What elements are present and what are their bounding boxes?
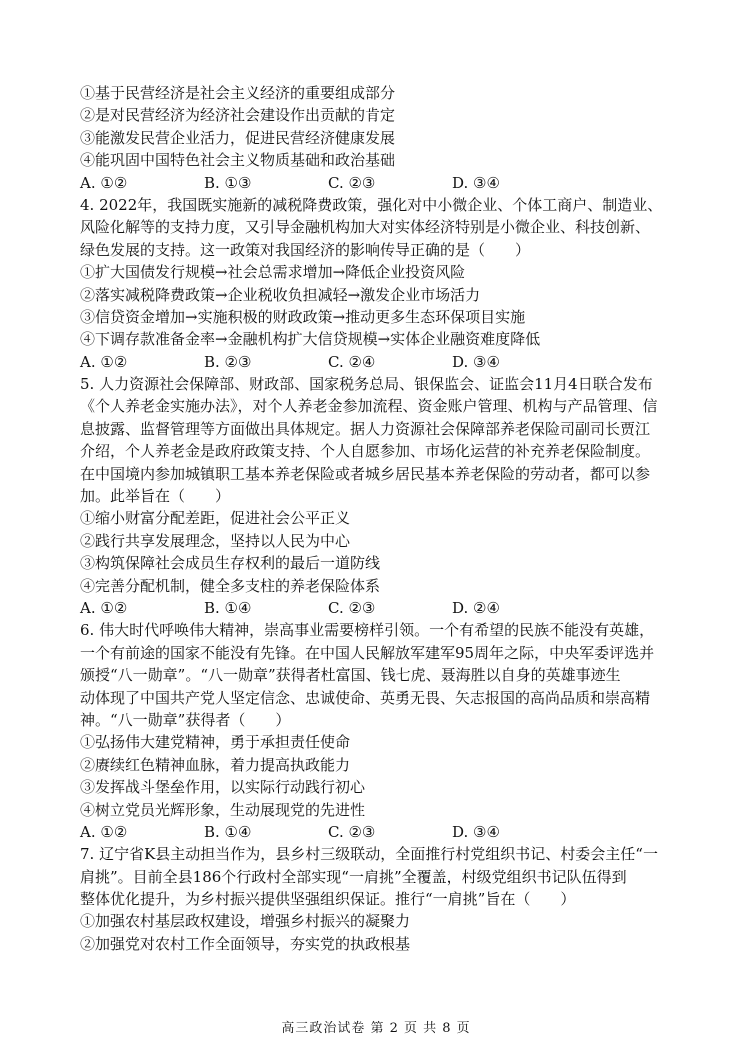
q4-statement-2: ②落实减税降费政策→企业税收负担减轻→激发企业市场活力	[80, 285, 481, 304]
q6-option-a: A. ①②	[80, 822, 128, 841]
q5-stem-line-2: 《个人养老金实施办法》，对个人养老金参加流程、资金账户管理、机构与产品管理、信	[80, 397, 658, 416]
q6-statement-3: ③发挥战斗堡垒作用，以实际行动践行初心	[80, 778, 366, 797]
q4-statements	[80, 261, 680, 351]
q4-statement-3: ③信贷资金增加→实施积极的财政政策→推动更多生态环保项目实施	[80, 307, 526, 326]
q4-stem-line-2: 风险化解等的支持力度，又引导金融机构加大对实体经济特别是小微企业、科技创新、	[80, 218, 651, 237]
q6-statement-2: ②赓续红色精神血脉，着力提高执政能力	[80, 755, 351, 774]
q3-statement-3: ③能激发民营企业活力，促进民营经济健康发展	[80, 128, 396, 147]
q5-stem-line-3: 息披露、监督管理等方面做出具体规定。据人力资源社会保障部养老保险司副司长贾江	[80, 419, 651, 438]
q6-option-b: B. ①④	[204, 822, 252, 841]
q6-stem-line-4: 动体现了中国共产党人坚定信念、忠诚使命、英勇无畏、矢志报国的高尚品质和崇高精	[80, 688, 651, 707]
q5-statement-3: ③构筑保障社会成员生存权利的最后一道防线	[80, 554, 381, 573]
q7-stem-line-3: 整体优化提升，为乡村振兴提供坚强组织保证。推行“一肩挑”旨在（ ）	[80, 890, 576, 909]
q5-stem-line-5: 在中国境内参加城镇职工基本养老保险或者城乡居民基本养老保险的劳动者，都可以参	[80, 464, 651, 483]
page-footer: 高三政治试卷 第 2 页 共 8 页	[281, 1021, 471, 1036]
q3-statements	[80, 82, 680, 172]
q4-option-b: B. ②③	[204, 352, 252, 371]
q5-option-b: B. ①④	[204, 598, 252, 617]
q4-option-a: A. ①②	[80, 352, 128, 371]
q4-option-d: D. ③④	[452, 352, 500, 371]
q3-option-c: C. ②③	[328, 173, 376, 192]
q6-statements	[80, 731, 680, 821]
q6-stem-line-5: 神。“八一勋章”获得者（ ）	[80, 710, 291, 729]
q5-statement-1: ①缩小财富分配差距，促进社会公平正义	[80, 509, 351, 528]
q5-option-d: D. ②④	[452, 598, 500, 617]
q5-stem-line-6: 加。此举旨在（ ）	[80, 487, 231, 506]
q7-statements	[80, 910, 680, 955]
q5-stem	[80, 373, 680, 507]
q4-stem-line-3: 绿色发展的支持。这一政策对我国经济的影响传导正确的是（ ）	[80, 240, 531, 259]
q7-stem-line-2: 肩挑”。目前全县186个行政村全部实现“一肩挑”全覆盖，村级党组织书记队伍得到	[80, 867, 627, 886]
q6-options	[80, 821, 680, 843]
q4-options	[80, 351, 680, 373]
q7-stem-line-1: 7. 辽宁省K县主动担当作为，县乡村三级联动，全面推行村党组织书记、村委会主任“一	[80, 845, 658, 864]
q5-stem-line-4: 介绍，个人养老金是政府政策支持、个人自愿参加、市场化运营的补充养老保险制度。	[80, 442, 651, 461]
q5-statement-4: ④完善分配机制，健全多支柱的养老保险体系	[80, 576, 381, 595]
q6-stem-line-3: 颁授“八一勋章”。“八一勋章”获得者杜富国、钱七虎、聂海胜以自身的英雄事迹生	[80, 666, 621, 685]
q4-option-c: C. ②④	[328, 352, 376, 371]
q3-options	[80, 172, 680, 194]
q3-option-d: D. ③④	[452, 173, 500, 192]
q5-options	[80, 597, 680, 619]
q4-statement-1: ①扩大国债发行规模→社会总需求增加→降低企业投资风险	[80, 263, 466, 282]
q6-option-c: C. ②③	[328, 822, 376, 841]
q5-option-a: A. ①②	[80, 598, 128, 617]
q6-stem-line-2: 一个有前途的国家不能没有先锋。在中国人民解放军建军95周年之际，中央军委评选并	[80, 643, 655, 662]
q7-stem	[80, 843, 680, 910]
q3-statement-1: ①基于民营经济是社会主义经济的重要组成部分	[80, 84, 396, 102]
q5-stem-line-1: 5. 人力资源社会保障部、财政部、国家税务总局、银保监会、证监会11月4日联合发布	[80, 375, 653, 394]
q6-stem-line-1: 6. 伟大时代呼唤伟大精神，崇高事业需要榜样引领。一个有希望的民族不能没有英雄，	[80, 621, 655, 640]
q6-statement-4: ④树立党员光辉形象，生动展现党的先进性	[80, 800, 366, 819]
q4-stem-line-1: 4. 2022年，我国既实施新的减税降费政策，强化对中小微企业、个体工商户、制造业、	[80, 195, 663, 214]
q7-statement-1: ①加强农村基层政权建设，增强乡村振兴的凝聚力	[80, 912, 411, 931]
q4-stem	[80, 194, 680, 261]
exam-page	[80, 82, 680, 955]
q3-statement-4: ④能巩固中国特色社会主义物质基础和政治基础	[80, 151, 396, 170]
q3-option-a: A. ①②	[80, 173, 128, 192]
q4-statement-4: ④下调存款准备金率→金融机构扩大信贷规模→实体企业融资难度降低	[80, 330, 541, 349]
q3-option-b: B. ①③	[204, 173, 252, 192]
q6-statement-1: ①弘扬伟大建党精神，勇于承担责任使命	[80, 733, 351, 752]
q7-statement-2: ②加强党对农村工作全面领导，夯实党的执政根基	[80, 934, 411, 953]
q6-option-d: D. ③④	[452, 822, 500, 841]
q3-statement-2: ②是对民营经济为经济社会建设作出贡献的肯定	[80, 106, 396, 125]
q5-option-c: C. ②③	[328, 598, 376, 617]
q5-statements	[80, 507, 680, 597]
q6-stem	[80, 619, 680, 731]
q5-statement-2: ②践行共享发展理念，坚持以人民为中心	[80, 531, 351, 550]
